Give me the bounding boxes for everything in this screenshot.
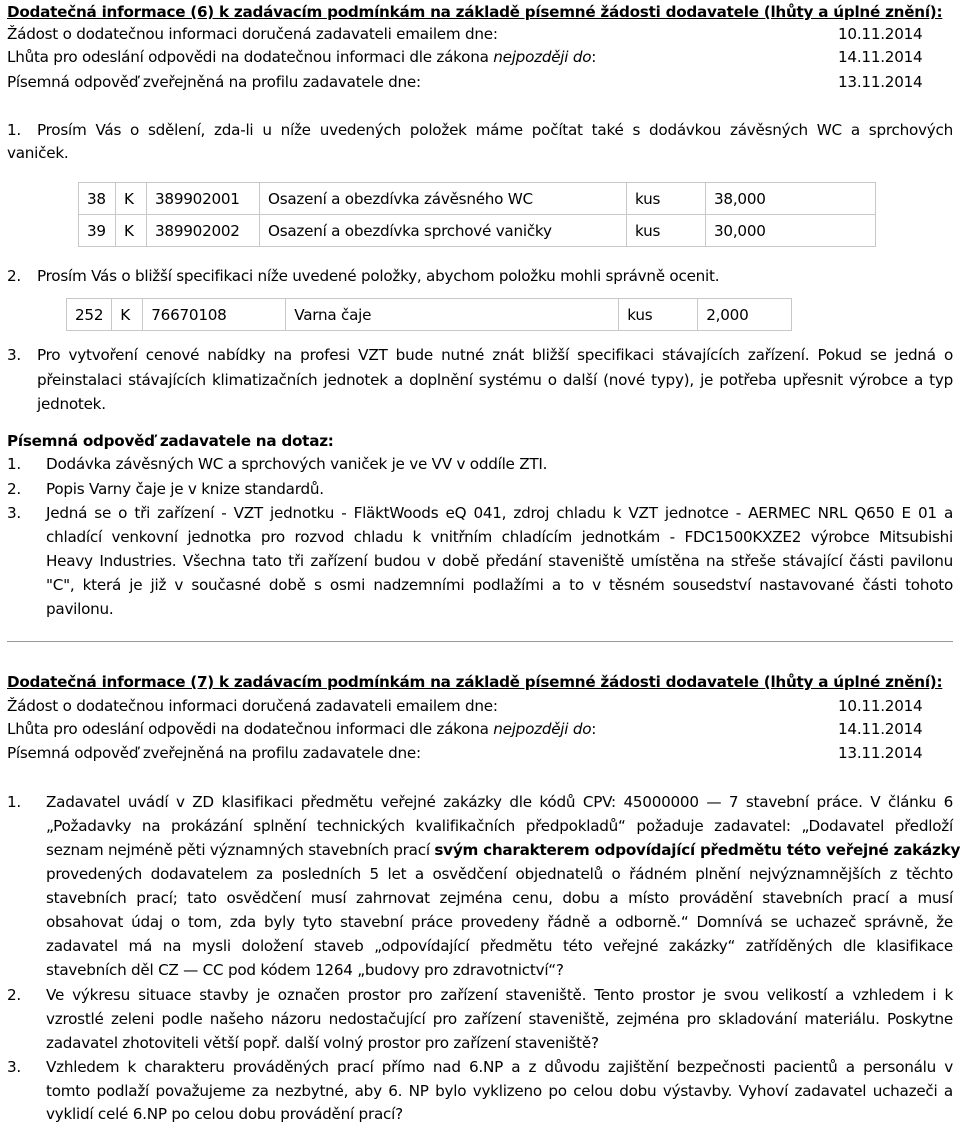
question-number: 1. [7,793,21,811]
section6-heading: Dodatečná informace (6) k zadávacím podmínkám na základě písemné žádosti dodavatele (lhůty a úplné znění): [7,3,943,21]
section6-published-date: 13.11.2014 [838,73,923,91]
answer-text-line: Heavy Industries. Všechna tato tři zařízení budou v době předání staveniště umístěna na střeše stávající části pavilonu [46,552,953,570]
table-row [79,183,876,215]
question-text-line: Ve výkresu situace stavby je označen prostor pro zařízení staveniště. Tento prostor je svou velikostí a vzhledem i k [46,986,953,1004]
answer-text-line: "C", která je již v současné době s osmi nadzemními podlažími a to v těsném sousedství nastavované části tohoto [46,576,953,594]
question-text-line: vaniček. [7,144,69,162]
table-cell: 389902002 [147,215,260,247]
question-text-line: jednotek. [37,395,106,413]
section6-published-label: Písemná odpověď zveřejněná na profilu zadavatele dne: [7,73,421,91]
question-text-line: „Požadavky na prokázání splnění technických kvalifikačních předpokladů“ požaduje zadavatel: „Dodavatel předloží [46,817,953,835]
question-text-line: Pro vytvoření cenové nabídky na profesi VZT bude nutné znát bližší specifikaci stávajících zařízení. Pokud se jedná o [37,346,953,364]
table-row [79,215,876,247]
answer-text-line: pavilonu. [46,600,114,618]
question-text-line: zadavatel má na mysli doložení staveb „odpovídající předmětu této veřejné zakázky“ zatříděných dle klasifikace [46,937,953,955]
table-cell: kus [619,299,698,331]
table-cell: kus [627,183,706,215]
question-text-line: Prosím Vás o bližší specifikaci níže uvedené položky, abychom položku mohli správně ocenit. [37,267,720,285]
table-cell: 2,000 [698,299,792,331]
section7-heading: Dodatečná informace (7) k zadávacím podmínkám na základě písemné žádosti dodavatele (lhůty a úplné znění): [7,673,943,691]
answer-number: 1. [7,455,21,473]
section6-deadline-label: Lhůta pro odeslání odpovědi na dodatečnou informaci dle zákona nejpozději do: [7,48,597,66]
items-table-1 [78,182,876,247]
question-text-line: vyklidí celé 6.NP po celou dobu provádění prací? [46,1105,403,1123]
section6-request-date-label: Žádost o dodatečnou informaci doručená zadavateli emailem dne: [7,25,498,43]
table-cell: Varna čaje [286,299,619,331]
question-text-line: stavebních prací; tato osvědčení musí zahrnovat zejména cenu, dobu a místo provádění stavebních prací a musí [46,889,953,907]
answer-heading: Písemná odpověď zadavatele na dotaz: [7,432,334,450]
question-text-line: přeinstalaci stávajících klimatizačních jednotek a doplnění systému o další (nové typy), je potřeba upřesnit výrobce a typ [37,371,953,389]
section7-published-label: Písemná odpověď zveřejněná na profilu zadavatele dne: [7,744,421,762]
table-cell: kus [627,215,706,247]
table-cell: K [116,215,147,247]
answer-number: 3. [7,504,21,522]
table-cell: 76670108 [143,299,286,331]
question-text-line: obsahovat údaj o tom, zda byly tyto stavební práce provedeny řádně a odborně.“ Domnívá se uchazeč správně, že [46,913,953,931]
question-text-line: stavebních děl CZ — CC pod kódem 1264 „budovy pro zdravotnictví“? [46,961,564,979]
question-number: 1. [7,121,21,139]
table-cell: Osazení a obezdívka sprchové vaničky [260,215,627,247]
question-number: 2. [7,267,21,285]
table-cell: 252 [67,299,112,331]
answer-text-line: Dodávka závěsných WC a sprchových vaniček je ve VV v oddíle ZTI. [46,455,548,473]
answer-text-line: Jedná se o tři zařízení - VZT jednotku - FläktWoods eQ 041, zdroj chladu k VZT jednotce - AERMEC NRL Q650 E 01 a [46,504,953,522]
question-text-line: seznam nejméně pěti významných stavebních prací svým charakterem odpovídající předmětu této veřejné zakázky [46,841,960,859]
table-cell: 30,000 [706,215,876,247]
answer-text-line: chladící venkovní jednotka pro rozvod chladu k vnitřním chladícím jednotkám - FDC1500KXZE2 výrobce Mitsubishi [46,528,953,546]
table-cell: K [112,299,143,331]
question-number: 3. [7,346,21,364]
table-cell: K [116,183,147,215]
table-cell: 389902001 [147,183,260,215]
section7-deadline-date: 14.11.2014 [838,720,923,738]
answer-number: 2. [7,480,21,498]
question-text-line: Vzhledem k charakteru prováděných prací přímo nad 6.NP a z důvodu zajištění bezpečnosti pacientů a personálu v [46,1058,953,1076]
section7-published-date: 13.11.2014 [838,744,923,762]
question-text-line: provedených dodavatelem za posledních 5 let a osvědčení objednatelů o řádném plnění nejvýznamnějších z těchto [46,865,953,883]
section6-deadline-date: 14.11.2014 [838,48,923,66]
section-divider [7,641,953,642]
section7-deadline-label: Lhůta pro odeslání odpovědi na dodatečnou informaci dle zákona nejpozději do: [7,720,597,738]
table-cell: Osazení a obezdívka závěsného WC [260,183,627,215]
table-cell: 39 [79,215,116,247]
question-text-line: tomto podlaží považujeme za nezbytné, aby 6. NP bylo vyklizeno po celou dobu výstavby. Vyhoví zadavatel uchazeči a [46,1082,953,1100]
section6-request-date: 10.11.2014 [838,25,923,43]
items-table-2 [66,298,792,331]
section7-request-date: 10.11.2014 [838,697,923,715]
table-cell: 38 [79,183,116,215]
question-text-line: vzrostlé zeleni podle našeho názoru nedostačující pro zařízení staveniště, zejména pro skladování materiálu. Poskytne [46,1010,953,1028]
question-text-line: Zadavatel uvádí v ZD klasifikaci předmětu veřejné zakázky dle kódů CPV: 45000000 — 7 stavební práce. V článku 6 [46,793,953,811]
answer-text-line: Popis Varny čaje je v knize standardů. [46,480,324,498]
question-text-line: zadavatel zhotoviteli větší popř. další volný prostor pro zařízení staveniště? [46,1034,599,1052]
question-number: 3. [7,1058,21,1076]
question-text-line: Prosím Vás o sdělení, zda-li u níže uvedených položek máme počítat také s dodávkou závěsných WC a sprchových [37,121,953,139]
section7-request-date-label: Žádost o dodatečnou informaci doručená zadavateli emailem dne: [7,697,498,715]
table-row [67,299,792,331]
question-number: 2. [7,986,21,1004]
table-cell: 38,000 [706,183,876,215]
